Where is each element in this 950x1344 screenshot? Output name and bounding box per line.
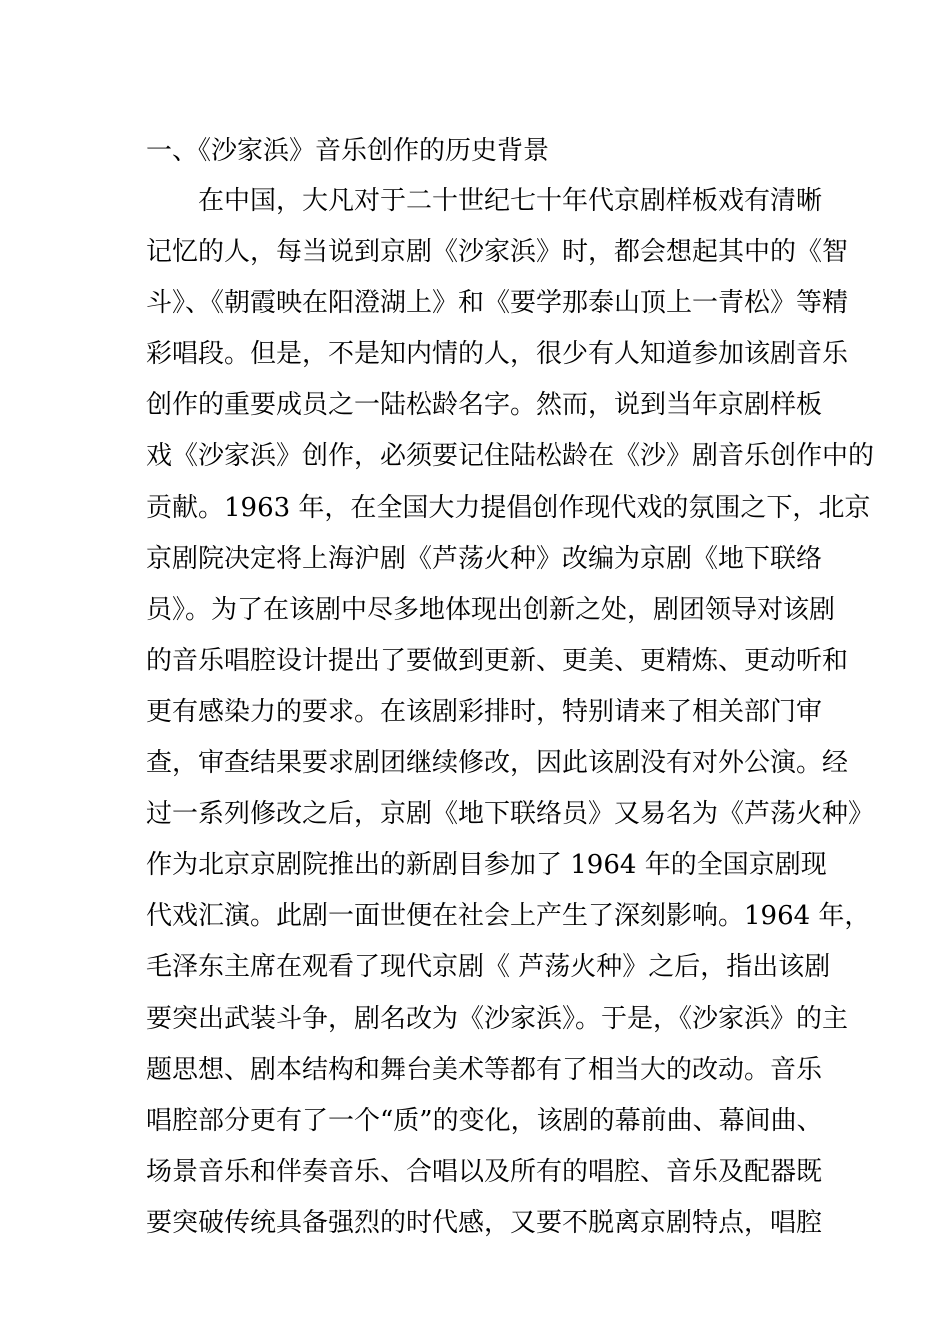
paragraph-line: 毛泽东主席在观看了现代京剧《 芦荡火种》之后，指出该剧: [146, 952, 831, 983]
paragraph-line: 员》。为了在该剧中尽多地体现出创新之处，剧团领导对该剧: [146, 594, 836, 625]
paragraph-line: 京剧院决定将上海沪剧《芦荡火种》改编为京剧《地下联络: [146, 543, 823, 574]
paragraph-line: 戏《沙家浜》创作，必须要记住陆松龄在《沙》剧音乐创作中的: [146, 441, 875, 472]
paragraph-line: 过一系列修改之后，京剧《地下联络员》又易名为《芦荡火种》: [146, 799, 875, 830]
paragraph-line: 要突破传统具备强烈的时代感，又要不脱离京剧特点，唱腔: [146, 1207, 823, 1238]
paragraph-line: 贡献。1963 年，在全国大力提倡创作现代戏的氛围之下，北京: [146, 492, 871, 523]
paragraph-line: 更有感染力的要求。在该剧彩排时，特别请来了相关部门审: [146, 696, 823, 727]
paragraph-line: 彩唱段。但是，不是知内情的人，很少有人知道参加该剧音乐: [146, 339, 849, 370]
paragraph-line: 斗》、《朝霞映在阳澄湖上》和《要学那泰山顶上一青松》等精: [146, 288, 849, 319]
paragraph-line: 作为北京京剧院推出的新剧目参加了 1964 年的全国京剧现: [146, 850, 827, 881]
paragraph-line: 在中国，大凡对于二十世纪七十年代京剧样板戏有清晰: [198, 186, 823, 216]
paragraph-line: 代戏汇演。此剧一面世便在社会上产生了深刻影响。1964 年，: [146, 901, 871, 932]
paragraph-line: 场景音乐和伴奏音乐、合唱以及所有的唱腔、音乐及配器既: [146, 1156, 823, 1187]
body-paragraph: [146, 181, 875, 1254]
paragraph-line: 题思想、剧本结构和舞台美术等都有了相当大的改动。音乐: [146, 1054, 823, 1085]
paragraph-line: 查，审查结果要求剧团继续修改，因此该剧没有对外公演。经: [146, 748, 849, 779]
paragraph-line: 要突出武装斗争，剧名改为《沙家浜》。于是，《沙家浜》的主: [146, 1003, 849, 1034]
paragraph-line: 唱腔部分更有了一个“质”的变化，该剧的幕前曲、幕间曲、: [146, 1105, 823, 1136]
paragraph-line: 创作的重要成员之一陆松龄名字。然而，说到当年京剧样板: [146, 390, 823, 421]
paragraph-line: 的音乐唱腔设计提出了要做到更新、更美、更精炼、更动听和: [146, 645, 849, 676]
section-heading: 一、《沙家浜》音乐创作的历史背景: [146, 136, 550, 166]
paragraph-line: 记忆的人，每当说到京剧《沙家浜》时，都会想起其中的《智: [146, 237, 849, 268]
